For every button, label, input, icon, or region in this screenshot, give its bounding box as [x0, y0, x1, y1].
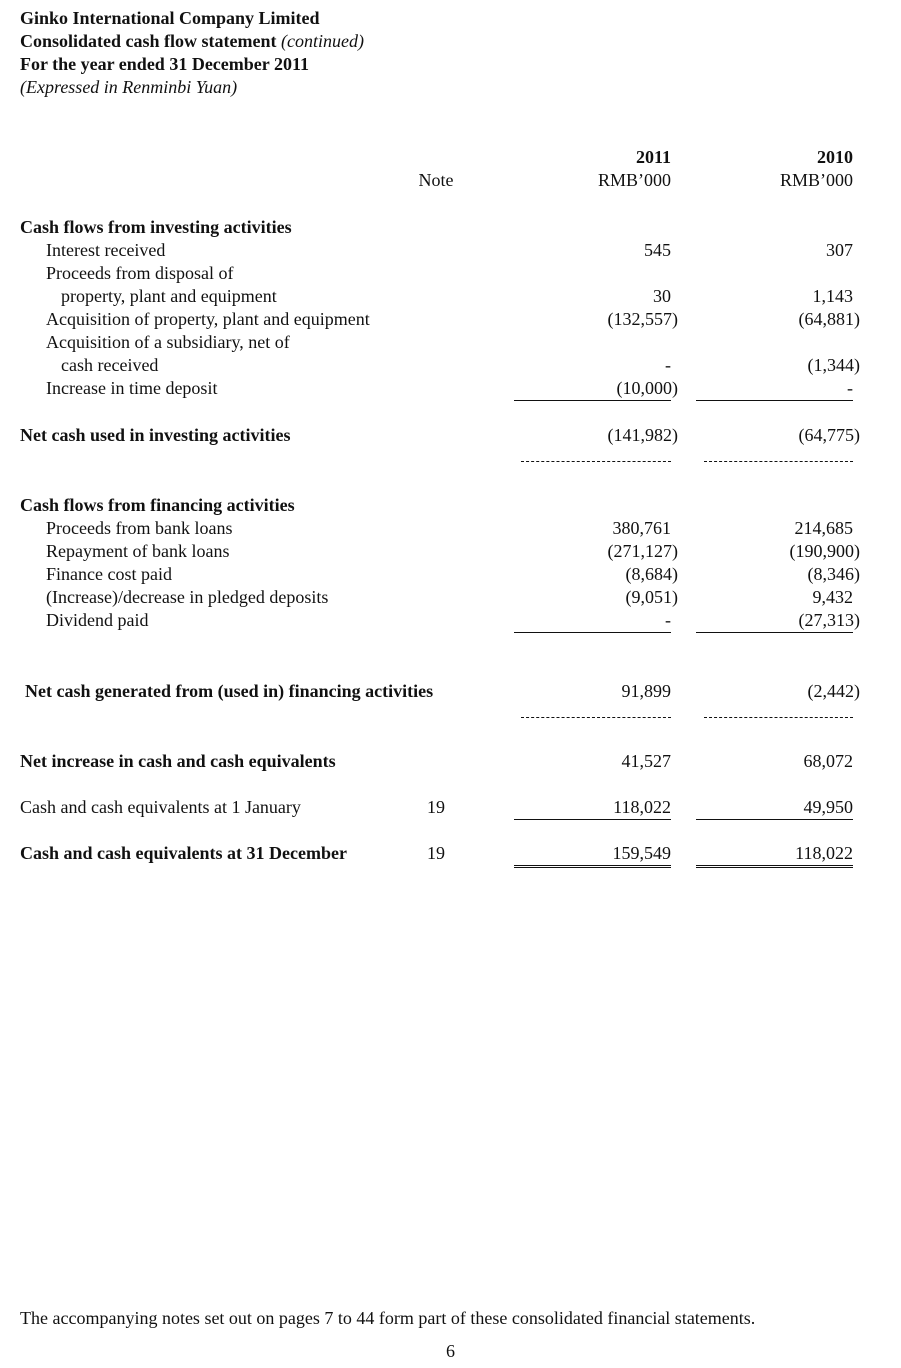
row-label: Proceeds from disposal of: [46, 263, 234, 283]
value-2011: 91,899: [621, 681, 671, 701]
value-2011: 380,761: [612, 518, 671, 538]
value-2010: 307: [826, 240, 853, 260]
table-row: [0, 239, 901, 262]
period-line: For the year ended 31 December 2011: [20, 54, 309, 74]
row-label: Net increase in cash and cash equivalents: [20, 751, 336, 771]
subtotal-row: [0, 680, 901, 703]
table-row: [0, 354, 901, 377]
dashed-rule: [521, 461, 671, 462]
value-2011: -: [514, 609, 671, 633]
total-row: [0, 842, 901, 865]
investing-heading: Cash flows from investing activities: [20, 217, 292, 237]
dashed-rule: [521, 717, 671, 718]
value-2010: (1,344): [807, 355, 860, 375]
value-2010: 118,022: [696, 842, 853, 868]
row-label: Net cash used in investing activities: [20, 425, 291, 445]
column-2010-unit: RMB’000: [779, 170, 853, 190]
value-2011: 118,022: [514, 796, 671, 820]
row-label: Dividend paid: [46, 610, 149, 630]
value-2010: (8,346): [807, 564, 860, 584]
financing-heading-row: [0, 494, 901, 517]
row-label: Cash and cash equivalents at 31 December: [20, 843, 347, 863]
column-2011-year: 2011: [635, 147, 671, 167]
row-label: Increase in time deposit: [46, 378, 218, 398]
row-label: Acquisition of a subsidiary, net of: [46, 332, 290, 352]
table-row: [0, 308, 901, 331]
value-2011: 30: [653, 286, 671, 306]
row-label: Cash and cash equivalents at 1 January: [20, 797, 301, 817]
value-2010: (64,881): [798, 309, 860, 329]
table-row: [0, 285, 901, 308]
value-2011: (271,127): [607, 541, 678, 561]
statement-title-text: Consolidated cash flow statement: [20, 31, 277, 51]
dashed-rule: [704, 717, 853, 718]
row-label: Repayment of bank loans: [46, 541, 230, 561]
table-row: [0, 609, 901, 632]
value-2010: -: [696, 377, 853, 401]
value-2011: (132,557): [607, 309, 678, 329]
value-2011: 159,549: [514, 842, 671, 868]
footer-note: The accompanying notes set out on pages 7 to 44 form part of these consolidated financial statements.: [20, 1308, 756, 1328]
row-label: Interest received: [46, 240, 166, 260]
value-2010: 49,950: [696, 796, 853, 820]
dashed-rule: [704, 461, 853, 462]
value-2010: (27,313): [696, 609, 853, 633]
row-label: cash received: [61, 355, 159, 375]
page-number: 6: [446, 1341, 455, 1361]
table-row: [0, 517, 901, 540]
value-2010: 214,685: [794, 518, 853, 538]
value-2010: 1,143: [812, 286, 853, 306]
table-row: [0, 540, 901, 563]
note-column-heading: Note: [418, 170, 454, 190]
column-2011-unit: RMB’000: [597, 170, 671, 190]
row-label: Acquisition of property, plant and equipment: [46, 309, 370, 329]
value-2010: (64,775): [798, 425, 860, 445]
value-2011: (10,000): [514, 377, 671, 401]
note-reference: 19: [427, 797, 445, 817]
currency-note: (Expressed in Renminbi Yuan): [20, 77, 238, 97]
statement-title-suffix: (continued): [281, 31, 364, 51]
table-row: [0, 377, 901, 400]
value-2010: (2,442): [807, 681, 860, 701]
subtotal-row: [0, 424, 901, 447]
investing-heading-row: [0, 216, 901, 239]
note-heading-row: [0, 169, 901, 192]
table-row: [0, 586, 901, 609]
value-2010: (190,900): [789, 541, 860, 561]
value-2011: (9,051): [625, 587, 678, 607]
row-label: property, plant and equipment: [61, 286, 277, 306]
value-2011: 41,527: [621, 751, 671, 771]
table-row: [0, 796, 901, 819]
value-2011: -: [665, 355, 671, 375]
statement-title: [20, 30, 364, 53]
table-row: [0, 563, 901, 586]
financing-heading: Cash flows from financing activities: [20, 495, 295, 515]
value-2011: (8,684): [625, 564, 678, 584]
value-2011: (141,982): [607, 425, 678, 445]
value-2011: 545: [644, 240, 671, 260]
column-2010-year: 2010: [817, 147, 853, 167]
row-label: Proceeds from bank loans: [46, 518, 233, 538]
row-label: Net cash generated from (used in) financing activities: [25, 681, 434, 701]
note-reference: 19: [427, 843, 445, 863]
table-row: [0, 331, 901, 354]
table-row: [0, 262, 901, 285]
row-label: (Increase)/decrease in pledged deposits: [46, 587, 329, 607]
subtotal-row: [0, 750, 901, 773]
value-2010: 68,072: [803, 751, 853, 771]
value-2010: 9,432: [812, 587, 853, 607]
row-label: Finance cost paid: [46, 564, 172, 584]
company-name: Ginko International Company Limited: [20, 8, 320, 28]
